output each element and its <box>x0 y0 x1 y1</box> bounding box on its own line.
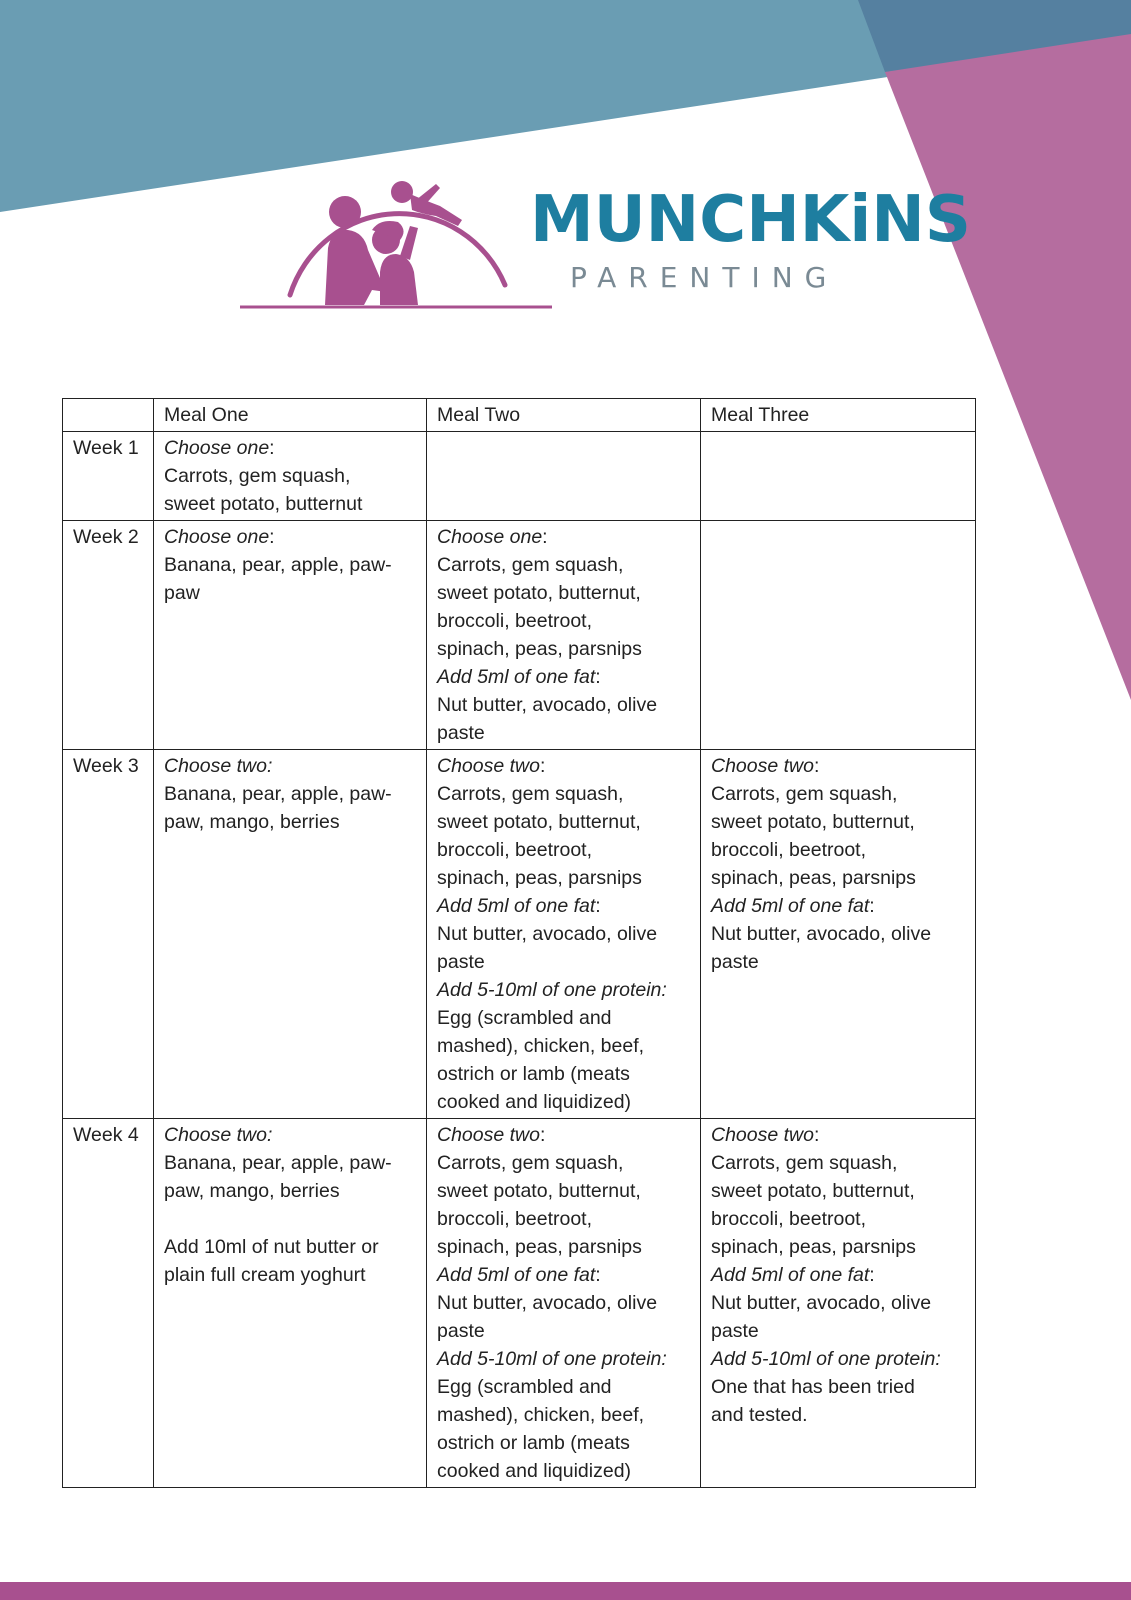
cell-line-text: Choose two: <box>164 1124 273 1146</box>
cell-line <box>711 780 965 808</box>
meal-cell <box>701 750 976 1119</box>
cell-line <box>164 752 416 780</box>
cell-line-text: Choose two <box>437 1124 540 1146</box>
cell-line-text: Egg (scrambled and <box>437 1376 612 1398</box>
cell-line <box>711 1373 965 1401</box>
cell-line-text: Add 5ml of one fat <box>437 895 596 917</box>
cell-line-text: paste <box>437 722 485 744</box>
cell-line <box>437 1121 690 1149</box>
cell-line <box>437 752 690 780</box>
cell-line-suffix: : <box>539 1124 546 1146</box>
cell-line <box>437 892 690 920</box>
cell-line-text: mashed), chicken, beef, <box>437 1404 645 1426</box>
cell-line-text: Carrots, gem squash, <box>437 783 624 805</box>
cell-line-text: Nut butter, avocado, olive <box>437 1292 658 1314</box>
week-label: Week 1 <box>63 432 154 521</box>
cell-line <box>437 1233 690 1261</box>
cell-line <box>437 1457 690 1485</box>
cell-line-text: Add 10ml of nut butter or <box>164 1236 379 1258</box>
cell-line <box>437 948 690 976</box>
cell-line-text: sweet potato, butternut, <box>437 1180 641 1202</box>
cell-line <box>437 1429 690 1457</box>
cell-line <box>711 1345 965 1373</box>
cell-line <box>164 1177 416 1205</box>
cell-line-text: Nut butter, avocado, olive <box>437 923 658 945</box>
cell-line-text: Choose two: <box>164 755 273 777</box>
cell-line-text: Add 5ml of one fat <box>711 895 870 917</box>
cell-line-text: Choose two <box>437 755 540 777</box>
cell-line-suffix: : <box>595 1264 601 1286</box>
meal-cell <box>154 1119 427 1488</box>
cell-line <box>711 752 965 780</box>
cell-line <box>711 1289 965 1317</box>
cell-line-text: Add 5ml of one fat <box>437 1264 596 1286</box>
week-label: Week 2 <box>63 521 154 750</box>
brand-name: MUNCHKiNS <box>530 183 971 257</box>
cell-line <box>437 1149 690 1177</box>
cell-line <box>711 1149 965 1177</box>
cell-line <box>437 579 690 607</box>
column-header <box>63 399 154 432</box>
cell-line <box>437 780 690 808</box>
cell-line <box>437 1345 690 1373</box>
meal-cell <box>154 521 427 750</box>
cell-line-text: broccoli, beetroot, <box>437 610 593 632</box>
cell-line <box>164 434 416 462</box>
cell-line <box>164 808 416 836</box>
cell-line-text: Carrots, gem squash, <box>437 554 624 576</box>
cell-line <box>711 864 965 892</box>
cell-line-text: Nut butter, avocado, olive <box>711 1292 932 1314</box>
cell-line-text: broccoli, beetroot, <box>711 1208 867 1230</box>
meal-cell <box>427 432 701 521</box>
cell-line-text: Add 5ml of one fat <box>711 1264 870 1286</box>
cell-line-text: broccoli, beetroot, <box>711 839 867 861</box>
cell-line-text: spinach, peas, parsnips <box>437 867 642 889</box>
cell-line <box>164 490 416 518</box>
cell-line <box>437 719 690 747</box>
cell-line <box>437 836 690 864</box>
cell-line-text: spinach, peas, parsnips <box>437 1236 642 1258</box>
cell-line-suffix: : <box>869 895 875 917</box>
meal-cell <box>154 750 427 1119</box>
cell-line-text: paste <box>437 951 485 973</box>
cell-line <box>711 1317 965 1345</box>
cell-line <box>164 1233 416 1261</box>
table-header <box>63 399 976 432</box>
cell-line-text: paste <box>711 951 759 973</box>
cell-line <box>437 551 690 579</box>
cell-line <box>711 808 965 836</box>
cell-line-suffix: : <box>269 526 275 548</box>
cell-line <box>437 607 690 635</box>
cell-line-suffix: : <box>813 755 820 777</box>
meal-cell <box>701 521 976 750</box>
cell-line-text: plain full cream yoghurt <box>164 1264 366 1286</box>
cell-line-text: Egg (scrambled and <box>437 1007 612 1029</box>
meal-plan-table <box>62 398 976 1488</box>
cell-line-text: Add 5-10ml of one protein: <box>437 979 667 1001</box>
cell-line-text: Add 5ml of one fat <box>437 666 596 688</box>
cell-line-text: sweet potato, butternut <box>164 493 363 515</box>
family-silhouette-icon <box>240 160 560 315</box>
cell-line-suffix: : <box>542 526 548 548</box>
cell-line-text: paw, mango, berries <box>164 1180 340 1202</box>
cell-line-text: spinach, peas, parsnips <box>711 867 916 889</box>
cell-line <box>437 663 690 691</box>
cell-line-text: sweet potato, butternut, <box>711 1180 915 1202</box>
cell-line <box>711 1177 965 1205</box>
cell-line <box>164 780 416 808</box>
cell-line-text: Carrots, gem squash, <box>711 1152 898 1174</box>
cell-line-text: Add 5-10ml of one protein: <box>711 1348 941 1370</box>
cell-line <box>437 691 690 719</box>
cell-line-text: Choose one <box>164 526 270 548</box>
cell-line <box>437 864 690 892</box>
cell-line <box>711 1121 965 1149</box>
meal-cell <box>427 750 701 1119</box>
cell-line <box>437 1177 690 1205</box>
cell-line <box>437 1032 690 1060</box>
cell-line <box>437 523 690 551</box>
cell-line-text: Add 5-10ml of one protein: <box>437 1348 667 1370</box>
meal-cell <box>701 432 976 521</box>
cell-line <box>437 1289 690 1317</box>
cell-line-text: Nut butter, avocado, olive <box>437 694 658 716</box>
cell-line <box>437 1060 690 1088</box>
cell-line <box>164 551 416 579</box>
cell-line <box>711 1261 965 1289</box>
brand-tagline: PARENTING <box>570 261 839 294</box>
table-row <box>63 1119 976 1488</box>
cell-line-text: paste <box>437 1320 485 1342</box>
cell-line-text: and tested. <box>711 1404 808 1426</box>
cell-line <box>711 920 965 948</box>
cell-line <box>164 523 416 551</box>
cell-line-text: cooked and liquidized) <box>437 1091 632 1113</box>
cell-line <box>711 1401 965 1429</box>
cell-line-text: broccoli, beetroot, <box>437 1208 593 1230</box>
cell-line <box>437 1261 690 1289</box>
cell-line <box>164 1205 416 1233</box>
column-header: Meal One <box>154 399 427 432</box>
cell-line-text: Carrots, gem squash, <box>164 465 351 487</box>
cell-line-text: mashed), chicken, beef, <box>437 1035 645 1057</box>
cell-line <box>437 1401 690 1429</box>
cell-line <box>437 1004 690 1032</box>
cell-line <box>711 1233 965 1261</box>
cell-line-text: Choose two <box>711 755 814 777</box>
cell-line <box>437 1088 690 1116</box>
cell-line <box>437 920 690 948</box>
cell-line-suffix: : <box>595 666 601 688</box>
cell-line-text: Choose one <box>164 437 270 459</box>
cell-line <box>164 1149 416 1177</box>
cell-line-text: Choose one <box>437 526 543 548</box>
cell-line <box>711 892 965 920</box>
cell-line-text: Banana, pear, apple, paw- <box>164 554 392 576</box>
cell-line <box>711 1205 965 1233</box>
cell-line-text: paw, mango, berries <box>164 811 340 833</box>
cell-line <box>437 1317 690 1345</box>
cell-line-text: cooked and liquidized) <box>437 1460 632 1482</box>
cell-line-suffix: : <box>813 1124 820 1146</box>
cell-line <box>437 976 690 1004</box>
cell-line-text: ostrich or lamb (meats <box>437 1432 630 1454</box>
meal-cell <box>427 521 701 750</box>
cell-line-suffix: : <box>539 755 546 777</box>
cell-line-text: Banana, pear, apple, paw- <box>164 783 392 805</box>
table-row <box>63 432 976 521</box>
cell-line-suffix: : <box>869 1264 875 1286</box>
week-label: Week 3 <box>63 750 154 1119</box>
cell-line-text: One that has been tried <box>711 1376 915 1398</box>
column-header: Meal Three <box>701 399 976 432</box>
cell-line-text: paste <box>711 1320 759 1342</box>
meal-cell <box>154 432 427 521</box>
meal-cell <box>701 1119 976 1488</box>
cell-line-text: Nut butter, avocado, olive <box>711 923 932 945</box>
cell-line <box>164 1261 416 1289</box>
cell-line-text: sweet potato, butternut, <box>437 582 641 604</box>
cell-line-text: sweet potato, butternut, <box>437 811 641 833</box>
cell-line-text: Banana, pear, apple, paw- <box>164 1152 392 1174</box>
cell-line <box>164 462 416 490</box>
cell-line-text: spinach, peas, parsnips <box>437 638 642 660</box>
table-header-row <box>63 399 976 432</box>
table-body <box>63 432 976 1488</box>
bottom-bar <box>0 1582 1131 1600</box>
cell-line-text: Choose two <box>711 1124 814 1146</box>
cell-line <box>711 836 965 864</box>
cell-line <box>437 1373 690 1401</box>
cell-line <box>164 579 416 607</box>
cell-line <box>437 635 690 663</box>
table-row <box>63 750 976 1119</box>
table-row <box>63 521 976 750</box>
cell-line <box>437 808 690 836</box>
week-label: Week 4 <box>63 1119 154 1488</box>
cell-line <box>711 948 965 976</box>
cell-line-suffix: : <box>269 437 275 459</box>
cell-line-text: spinach, peas, parsnips <box>711 1236 916 1258</box>
cell-line-suffix: : <box>595 895 601 917</box>
cell-line-text: paw <box>164 582 200 604</box>
cell-line-text: Carrots, gem squash, <box>437 1152 624 1174</box>
cell-line-text: ostrich or lamb (meats <box>437 1063 630 1085</box>
cell-line <box>164 1121 416 1149</box>
cell-line <box>437 1205 690 1233</box>
meal-cell <box>427 1119 701 1488</box>
cell-line-text: Carrots, gem squash, <box>711 783 898 805</box>
column-header: Meal Two <box>427 399 701 432</box>
cell-line-text: sweet potato, butternut, <box>711 811 915 833</box>
cell-line-text: broccoli, beetroot, <box>437 839 593 861</box>
